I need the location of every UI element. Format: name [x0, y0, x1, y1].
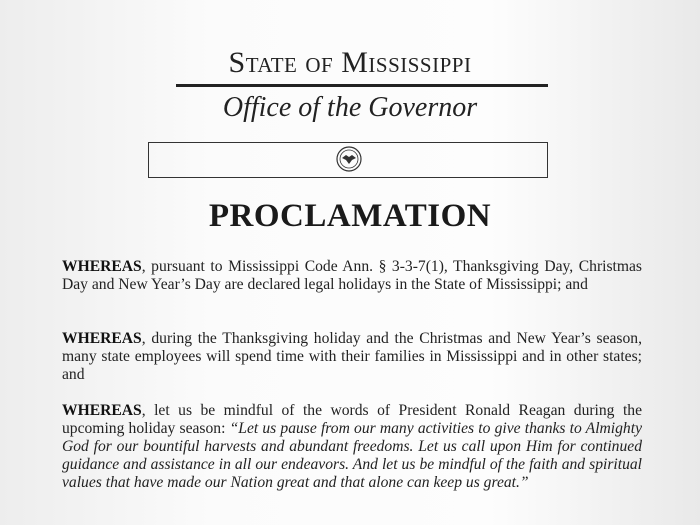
paragraph-text: , let us be mindful of the words of President Ronald Reagan during the upcoming holiday season:: [62, 402, 642, 437]
header-divider: [176, 84, 548, 87]
office-heading: Office of the Governor: [222, 92, 478, 123]
state-heading: State of Mississippi: [228, 46, 472, 79]
reagan-quote: “Let us pause from our many activities to give thanks to Almighty God for our bountiful harvests and abundant freedoms. Let us call upon Him for continued guidance and assistance in all our endeavors. And let us be mindful of the faith and spiritual values that have made our Nation great and that alone can keep us great.”: [62, 420, 642, 491]
document-title: PROCLAMATION: [208, 198, 492, 234]
paragraph-text: , pursuant to Mississippi Code Ann. § 3-3-7(1), Thanksgiving Day, Christmas Day and New Year’s Day are declared legal holidays in the State of Mississippi; and: [62, 258, 642, 293]
paragraph-text: , during the Thanksgiving holiday and the Christmas and New Year’s season, many state employees will spend time with their families in Mississippi and in other states; and: [62, 330, 642, 383]
whereas-lead: WHEREAS: [62, 258, 142, 275]
whereas-paragraph: [62, 402, 642, 492]
seal-box: [148, 142, 548, 178]
whereas-paragraph: [62, 330, 642, 384]
whereas-lead: WHEREAS: [62, 330, 142, 347]
state-seal-icon: [336, 146, 362, 172]
whereas-paragraph: [62, 258, 642, 294]
whereas-lead: WHEREAS: [62, 402, 142, 419]
